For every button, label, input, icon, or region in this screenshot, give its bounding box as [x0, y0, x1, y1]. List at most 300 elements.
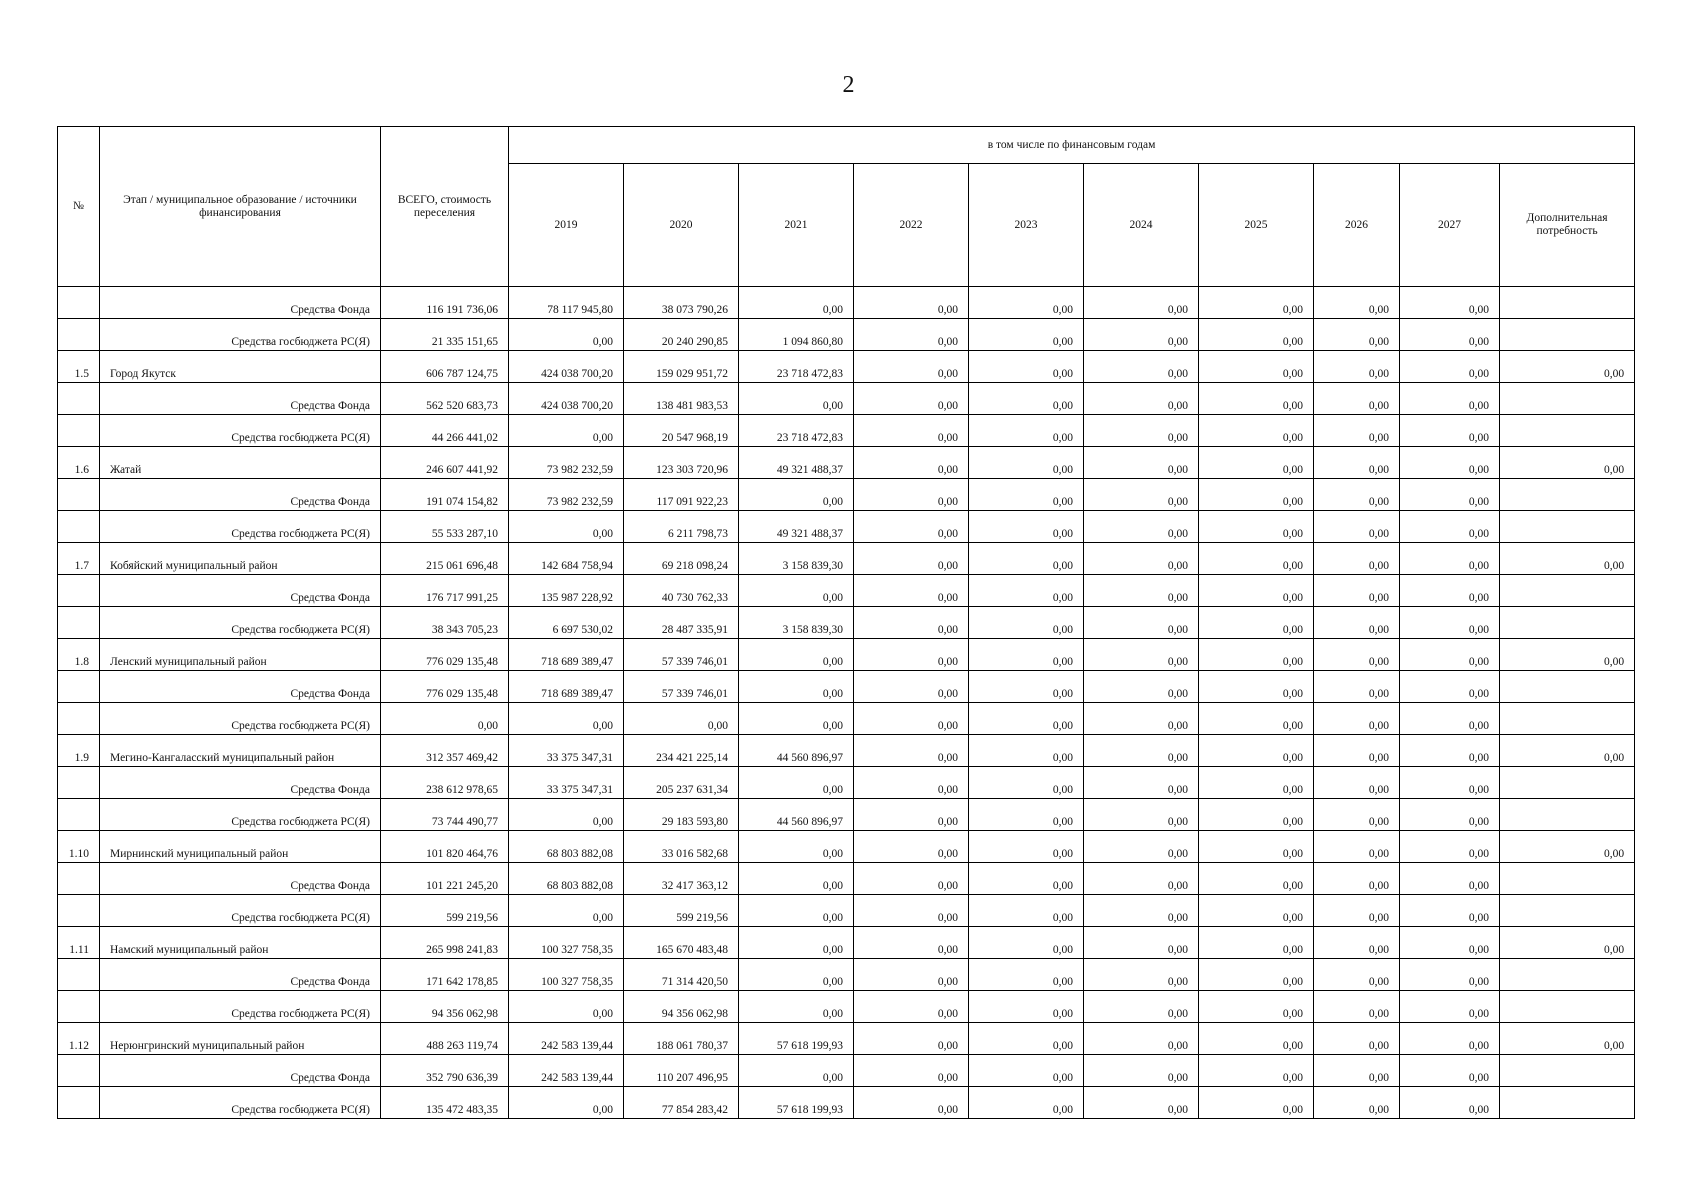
year-value: 0,00	[739, 863, 854, 895]
table-row	[58, 351, 1635, 383]
year-value: 0,00	[854, 479, 969, 511]
row-number	[58, 703, 100, 735]
year-value: 0,00	[969, 1055, 1084, 1087]
year-value: 33 375 347,31	[509, 735, 624, 767]
year-value: 0,00	[1084, 1055, 1199, 1087]
year-value: 94 356 062,98	[624, 991, 739, 1023]
total-cost: 176 717 991,25	[381, 575, 509, 607]
header-year: 2024	[1084, 164, 1199, 287]
year-value: 0,00	[1199, 319, 1314, 351]
year-value: 0,00	[509, 991, 624, 1023]
year-value: 0,00	[1199, 383, 1314, 415]
year-value: 0,00	[1199, 863, 1314, 895]
year-value: 0,00	[1199, 575, 1314, 607]
year-value: 71 314 420,50	[624, 959, 739, 991]
municipality-name: Нерюнгринский муниципальный район	[100, 1023, 381, 1055]
year-value: 0,00	[1314, 799, 1400, 831]
year-value: 0,00	[1314, 1055, 1400, 1087]
table-row	[58, 735, 1635, 767]
year-value: 0,00	[1084, 959, 1199, 991]
year-value: 0,00	[1199, 703, 1314, 735]
year-value: 0,00	[969, 1023, 1084, 1055]
year-value: 0,00	[1314, 767, 1400, 799]
funding-source-name: Средства Фонда	[100, 959, 381, 991]
year-value: 0,00	[1400, 927, 1500, 959]
year-value: 0,00	[1314, 607, 1400, 639]
year-value: 57 339 746,01	[624, 639, 739, 671]
year-value: 0,00	[1314, 415, 1400, 447]
year-value: 0,00	[1199, 447, 1314, 479]
total-cost: 116 191 736,06	[381, 287, 509, 319]
year-value: 0,00	[1084, 511, 1199, 543]
table-row	[58, 767, 1635, 799]
year-value: 0,00	[969, 575, 1084, 607]
year-value: 0,00	[969, 543, 1084, 575]
year-value: 0,00	[1400, 511, 1500, 543]
table-row	[58, 383, 1635, 415]
year-value: 424 038 700,20	[509, 383, 624, 415]
year-value: 0,00	[854, 1087, 969, 1119]
year-value: 0,00	[1199, 735, 1314, 767]
table-row	[58, 1055, 1635, 1087]
extra-need: 0,00	[1500, 543, 1635, 575]
row-number	[58, 767, 100, 799]
year-value: 0,00	[1084, 351, 1199, 383]
year-value: 0,00	[1084, 383, 1199, 415]
year-value: 0,00	[854, 959, 969, 991]
year-value: 32 417 363,12	[624, 863, 739, 895]
row-number: 1.11	[58, 927, 100, 959]
extra-need	[1500, 991, 1635, 1023]
year-value: 165 670 483,48	[624, 927, 739, 959]
year-value: 205 237 631,34	[624, 767, 739, 799]
header-year: 2025	[1199, 164, 1314, 287]
header-year: 2027	[1400, 164, 1500, 287]
table-row	[58, 479, 1635, 511]
year-value: 0,00	[969, 639, 1084, 671]
year-value: 159 029 951,72	[624, 351, 739, 383]
year-value: 100 327 758,35	[509, 959, 624, 991]
year-value: 0,00	[739, 671, 854, 703]
extra-need	[1500, 767, 1635, 799]
year-value: 0,00	[1314, 671, 1400, 703]
year-value: 49 321 488,37	[739, 511, 854, 543]
extra-need	[1500, 607, 1635, 639]
extra-need	[1500, 1087, 1635, 1119]
year-value: 0,00	[509, 703, 624, 735]
row-number	[58, 1055, 100, 1087]
header-name: Этап / муниципальное образование / источники финансирования	[100, 127, 381, 287]
total-cost: 55 533 287,10	[381, 511, 509, 543]
year-value: 0,00	[1400, 703, 1500, 735]
year-value: 0,00	[1199, 479, 1314, 511]
municipality-name: Город Якутск	[100, 351, 381, 383]
year-value: 0,00	[969, 959, 1084, 991]
year-value: 110 207 496,95	[624, 1055, 739, 1087]
year-value: 123 303 720,96	[624, 447, 739, 479]
year-value: 0,00	[1084, 863, 1199, 895]
header-num: №	[58, 127, 100, 287]
year-value: 599 219,56	[624, 895, 739, 927]
year-value: 0,00	[1199, 351, 1314, 383]
year-value: 0,00	[1314, 863, 1400, 895]
year-value: 0,00	[854, 1023, 969, 1055]
total-cost: 246 607 441,92	[381, 447, 509, 479]
extra-need	[1500, 703, 1635, 735]
funding-source-name: Средства Фонда	[100, 863, 381, 895]
extra-need	[1500, 415, 1635, 447]
year-value: 0,00	[1314, 959, 1400, 991]
year-value: 57 618 199,93	[739, 1087, 854, 1119]
row-number	[58, 1087, 100, 1119]
total-cost: 352 790 636,39	[381, 1055, 509, 1087]
total-cost: 101 221 245,20	[381, 863, 509, 895]
total-cost: 312 357 469,42	[381, 735, 509, 767]
table-row	[58, 511, 1635, 543]
year-value: 0,00	[1084, 703, 1199, 735]
year-value: 0,00	[854, 447, 969, 479]
year-value: 0,00	[1400, 1023, 1500, 1055]
year-value: 0,00	[854, 927, 969, 959]
extra-need	[1500, 383, 1635, 415]
year-value: 0,00	[1400, 735, 1500, 767]
year-value: 73 982 232,59	[509, 479, 624, 511]
row-number	[58, 511, 100, 543]
year-value: 6 211 798,73	[624, 511, 739, 543]
year-value: 0,00	[1084, 479, 1199, 511]
extra-need: 0,00	[1500, 639, 1635, 671]
year-value: 29 183 593,80	[624, 799, 739, 831]
year-value: 0,00	[969, 703, 1084, 735]
extra-need: 0,00	[1500, 447, 1635, 479]
total-cost: 191 074 154,82	[381, 479, 509, 511]
year-value: 0,00	[1314, 351, 1400, 383]
year-value: 0,00	[969, 511, 1084, 543]
total-cost: 94 356 062,98	[381, 991, 509, 1023]
header-year: 2022	[854, 164, 969, 287]
total-cost: 562 520 683,73	[381, 383, 509, 415]
year-value: 242 583 139,44	[509, 1023, 624, 1055]
year-value: 0,00	[969, 447, 1084, 479]
total-cost: 171 642 178,85	[381, 959, 509, 991]
header-by-years: в том числе по финансовым годам	[509, 127, 1635, 164]
year-value: 0,00	[509, 895, 624, 927]
year-value: 0,00	[1314, 991, 1400, 1023]
year-value: 0,00	[739, 767, 854, 799]
year-value: 0,00	[1084, 895, 1199, 927]
year-value: 0,00	[739, 575, 854, 607]
financing-table	[57, 126, 1635, 1119]
table-body	[58, 287, 1635, 1119]
year-value: 0,00	[969, 383, 1084, 415]
table-row	[58, 447, 1635, 479]
extra-need	[1500, 511, 1635, 543]
year-value: 0,00	[1199, 287, 1314, 319]
year-value: 0,00	[1084, 671, 1199, 703]
year-value: 0,00	[1199, 831, 1314, 863]
extra-need: 0,00	[1500, 735, 1635, 767]
year-value: 0,00	[854, 575, 969, 607]
year-value: 0,00	[854, 415, 969, 447]
year-value: 0,00	[969, 415, 1084, 447]
year-value: 49 321 488,37	[739, 447, 854, 479]
year-value: 0,00	[1400, 415, 1500, 447]
year-value: 33 016 582,68	[624, 831, 739, 863]
table-row	[58, 863, 1635, 895]
year-value: 0,00	[1084, 447, 1199, 479]
row-number	[58, 383, 100, 415]
year-value: 0,00	[854, 639, 969, 671]
year-value: 0,00	[854, 703, 969, 735]
year-value: 0,00	[854, 383, 969, 415]
row-number: 1.7	[58, 543, 100, 575]
funding-source-name: Средства госбюджета РС(Я)	[100, 703, 381, 735]
row-number	[58, 575, 100, 607]
municipality-name: Намский муниципальный район	[100, 927, 381, 959]
extra-need	[1500, 895, 1635, 927]
year-value: 0,00	[854, 671, 969, 703]
year-value: 0,00	[1084, 543, 1199, 575]
extra-need: 0,00	[1500, 831, 1635, 863]
year-value: 1 094 860,80	[739, 319, 854, 351]
year-value: 0,00	[1314, 927, 1400, 959]
table-row	[58, 639, 1635, 671]
year-value: 0,00	[1400, 799, 1500, 831]
year-value: 0,00	[969, 927, 1084, 959]
year-value: 0,00	[1314, 639, 1400, 671]
year-value: 0,00	[739, 1055, 854, 1087]
total-cost: 73 744 490,77	[381, 799, 509, 831]
year-value: 0,00	[1400, 671, 1500, 703]
year-value: 0,00	[1314, 543, 1400, 575]
year-value: 0,00	[739, 831, 854, 863]
extra-need	[1500, 319, 1635, 351]
year-value: 0,00	[969, 1087, 1084, 1119]
year-value: 0,00	[854, 319, 969, 351]
extra-need: 0,00	[1500, 1023, 1635, 1055]
extra-need	[1500, 959, 1635, 991]
year-value: 0,00	[739, 383, 854, 415]
year-value: 0,00	[739, 895, 854, 927]
total-cost: 38 343 705,23	[381, 607, 509, 639]
year-value: 0,00	[1199, 991, 1314, 1023]
year-value: 0,00	[969, 831, 1084, 863]
year-value: 0,00	[1084, 639, 1199, 671]
year-value: 0,00	[1400, 767, 1500, 799]
year-value: 0,00	[1199, 671, 1314, 703]
year-value: 0,00	[1314, 735, 1400, 767]
year-value: 0,00	[1314, 383, 1400, 415]
year-value: 0,00	[1400, 543, 1500, 575]
year-value: 0,00	[1314, 287, 1400, 319]
year-value: 57 339 746,01	[624, 671, 739, 703]
year-value: 0,00	[854, 895, 969, 927]
row-number	[58, 319, 100, 351]
year-value: 0,00	[1314, 511, 1400, 543]
funding-source-name: Средства госбюджета РС(Я)	[100, 799, 381, 831]
year-value: 0,00	[739, 991, 854, 1023]
year-value: 33 375 347,31	[509, 767, 624, 799]
table-row	[58, 895, 1635, 927]
extra-need: 0,00	[1500, 927, 1635, 959]
row-number: 1.10	[58, 831, 100, 863]
year-value: 0,00	[1400, 383, 1500, 415]
funding-source-name: Средства Фонда	[100, 575, 381, 607]
total-cost: 21 335 151,65	[381, 319, 509, 351]
table-row	[58, 575, 1635, 607]
year-value: 0,00	[854, 607, 969, 639]
year-value: 0,00	[969, 991, 1084, 1023]
year-value: 0,00	[969, 799, 1084, 831]
extra-need	[1500, 575, 1635, 607]
row-number	[58, 607, 100, 639]
year-value: 0,00	[1199, 415, 1314, 447]
row-number: 1.9	[58, 735, 100, 767]
year-value: 0,00	[1400, 351, 1500, 383]
year-value: 0,00	[1314, 1087, 1400, 1119]
table-row	[58, 799, 1635, 831]
year-value: 135 987 228,92	[509, 575, 624, 607]
table-row	[58, 319, 1635, 351]
year-value: 0,00	[739, 959, 854, 991]
table-header	[58, 127, 1635, 287]
year-value: 0,00	[1199, 927, 1314, 959]
table-row	[58, 991, 1635, 1023]
year-value: 0,00	[854, 287, 969, 319]
year-value: 0,00	[1084, 319, 1199, 351]
total-cost: 599 219,56	[381, 895, 509, 927]
year-value: 0,00	[1400, 1087, 1500, 1119]
year-value: 0,00	[1084, 799, 1199, 831]
row-number: 1.8	[58, 639, 100, 671]
year-value: 0,00	[1199, 799, 1314, 831]
total-cost: 488 263 119,74	[381, 1023, 509, 1055]
year-value: 0,00	[854, 1055, 969, 1087]
year-value: 718 689 389,47	[509, 639, 624, 671]
row-number	[58, 671, 100, 703]
year-value: 0,00	[1314, 895, 1400, 927]
total-cost: 215 061 696,48	[381, 543, 509, 575]
total-cost: 44 266 441,02	[381, 415, 509, 447]
municipality-name: Кобяйский муниципальный район	[100, 543, 381, 575]
table-row	[58, 543, 1635, 575]
year-value: 0,00	[969, 863, 1084, 895]
funding-source-name: Средства Фонда	[100, 1055, 381, 1087]
year-value: 188 061 780,37	[624, 1023, 739, 1055]
year-value: 0,00	[1084, 767, 1199, 799]
year-value: 0,00	[1400, 959, 1500, 991]
year-value: 0,00	[1199, 511, 1314, 543]
table-row	[58, 287, 1635, 319]
total-cost: 606 787 124,75	[381, 351, 509, 383]
year-value: 138 481 983,53	[624, 383, 739, 415]
table-row	[58, 959, 1635, 991]
year-value: 0,00	[1199, 607, 1314, 639]
year-value: 0,00	[969, 287, 1084, 319]
year-value: 0,00	[854, 863, 969, 895]
year-value: 0,00	[969, 607, 1084, 639]
year-value: 0,00	[854, 799, 969, 831]
year-value: 77 854 283,42	[624, 1087, 739, 1119]
row-number	[58, 991, 100, 1023]
year-value: 0,00	[1314, 479, 1400, 511]
year-value: 0,00	[1084, 1023, 1199, 1055]
year-value: 0,00	[969, 895, 1084, 927]
year-value: 0,00	[1084, 1087, 1199, 1119]
year-value: 0,00	[1314, 447, 1400, 479]
year-value: 0,00	[854, 991, 969, 1023]
funding-source-name: Средства Фонда	[100, 383, 381, 415]
year-value: 0,00	[854, 767, 969, 799]
year-value: 0,00	[969, 351, 1084, 383]
table-row	[58, 671, 1635, 703]
municipality-name: Мирнинский муниципальный район	[100, 831, 381, 863]
funding-source-name: Средства госбюджета РС(Я)	[100, 607, 381, 639]
row-number	[58, 895, 100, 927]
table-row	[58, 703, 1635, 735]
header-year: 2020	[624, 164, 739, 287]
year-value: 117 091 922,23	[624, 479, 739, 511]
year-value: 73 982 232,59	[509, 447, 624, 479]
year-value: 0,00	[1084, 735, 1199, 767]
year-value: 0,00	[1400, 319, 1500, 351]
year-value: 0,00	[1084, 991, 1199, 1023]
year-value: 0,00	[1400, 479, 1500, 511]
year-value: 0,00	[509, 415, 624, 447]
year-value: 0,00	[1084, 831, 1199, 863]
year-value: 0,00	[509, 511, 624, 543]
funding-source-name: Средства Фонда	[100, 671, 381, 703]
year-value: 0,00	[1084, 607, 1199, 639]
year-value: 0,00	[969, 735, 1084, 767]
year-value: 0,00	[1199, 767, 1314, 799]
funding-source-name: Средства госбюджета РС(Я)	[100, 415, 381, 447]
funding-source-name: Средства госбюджета РС(Я)	[100, 319, 381, 351]
funding-source-name: Средства Фонда	[100, 767, 381, 799]
header-year: 2019	[509, 164, 624, 287]
table-row	[58, 1087, 1635, 1119]
year-value: 0,00	[509, 319, 624, 351]
year-value: 0,00	[1400, 607, 1500, 639]
total-cost: 135 472 483,35	[381, 1087, 509, 1119]
year-value: 234 421 225,14	[624, 735, 739, 767]
year-value: 0,00	[1084, 575, 1199, 607]
page-number: 2	[842, 72, 855, 98]
year-value: 0,00	[1400, 831, 1500, 863]
table-row	[58, 607, 1635, 639]
total-cost: 101 820 464,76	[381, 831, 509, 863]
header-extra: Дополнительная потребность	[1500, 164, 1635, 287]
year-value: 0,00	[969, 479, 1084, 511]
row-number: 1.5	[58, 351, 100, 383]
municipality-name: Жатай	[100, 447, 381, 479]
extra-need	[1500, 799, 1635, 831]
row-number	[58, 415, 100, 447]
year-value: 69 218 098,24	[624, 543, 739, 575]
year-value: 0,00	[969, 767, 1084, 799]
row-number	[58, 479, 100, 511]
funding-source-name: Средства госбюджета РС(Я)	[100, 1087, 381, 1119]
header-total: ВСЕГО, стоимость переселения	[381, 127, 509, 287]
year-value: 0,00	[1314, 703, 1400, 735]
row-number: 1.6	[58, 447, 100, 479]
year-value: 424 038 700,20	[509, 351, 624, 383]
year-value: 142 684 758,94	[509, 543, 624, 575]
year-value: 0,00	[739, 703, 854, 735]
funding-source-name: Средства госбюджета РС(Я)	[100, 991, 381, 1023]
extra-need	[1500, 1055, 1635, 1087]
year-value: 0,00	[1199, 1087, 1314, 1119]
